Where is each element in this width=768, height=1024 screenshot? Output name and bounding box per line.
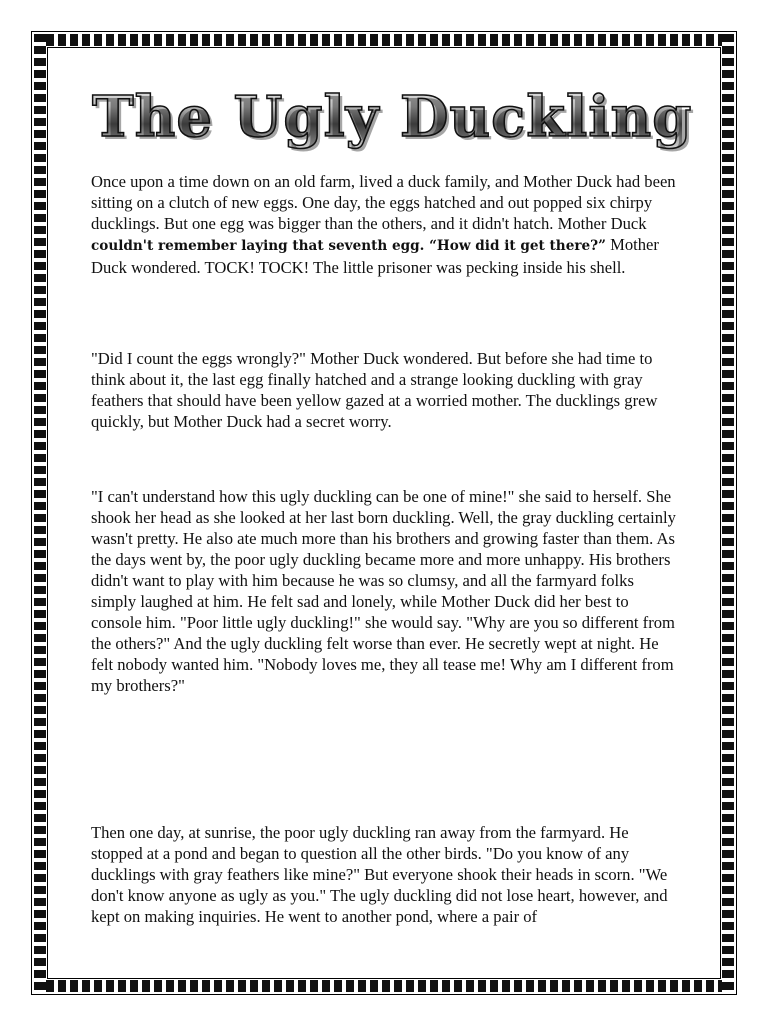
paragraph-3: "I can't understand how this ugly duckling can be one of mine!" she said to herself. She shook her head as she looked at her last born duckling. Well, the gray duckling certainly wasn't pretty. He also ate much more than his brothers and growing faster than them. As the days went by, the poor ugly duckling became more and more unhappy. His brothers didn't want to play with him because he was so clumsy, and all the farmyard folks simply laughed at him. He felt sad and lonely, while Mother Duck did her best to console him. "Poor little ugly duckling!" she would say. "Why are you so different from the others?" And the ugly duckling felt worse than ever. He secretly wept at night. He felt nobody wanted him. "Nobody loves me, they all tease me! Why am I different from my brothers?" (91, 487, 676, 695)
paragraph-1-text-b: Mother Duck wondered. TOCK! TOCK! The little prisoner was pecking inside his shell. (91, 235, 659, 277)
paragraph-1 (91, 171, 681, 278)
paragraph-1-emphasis: couldn't remember laying that seventh egg. “How did it get there?” (91, 238, 606, 254)
border-band-top (34, 34, 734, 46)
paragraph-4: Then one day, at sunrise, the poor ugly duckling ran away from the farmyard. He stopped at a pond and began to question all the other birds. "Do you know of any ducklings with gray feathers like mine?" But everyone shook their heads in scorn. "We don't know anyone as ugly as you." The ugly duckling did not lose heart, however, and kept on making inquiries. He went to another pond, where a pair of (91, 823, 668, 926)
border-band-left (34, 34, 46, 992)
paragraph-1-text-a: Once upon a time down on an old farm, lived a duck family, and Mother Duck had been sitting on a clutch of new eggs. One day, the eggs hatched and out popped six chirpy ducklings. But one egg was bigger than the others, and it didn't hatch. Mother Duck (91, 172, 676, 233)
document-title: The Ugly Duckling (92, 84, 693, 150)
border-band-bottom (34, 980, 734, 992)
border-band-right (722, 34, 734, 992)
paragraph-2: "Did I count the eggs wrongly?" Mother Duck wondered. But before she had time to think about it, the last egg finally hatched and a strange looking duckling with gray feathers that should have been yellow gazed at a worried mother. The ducklings grew quickly, but Mother Duck had a secret worry. (91, 349, 658, 431)
